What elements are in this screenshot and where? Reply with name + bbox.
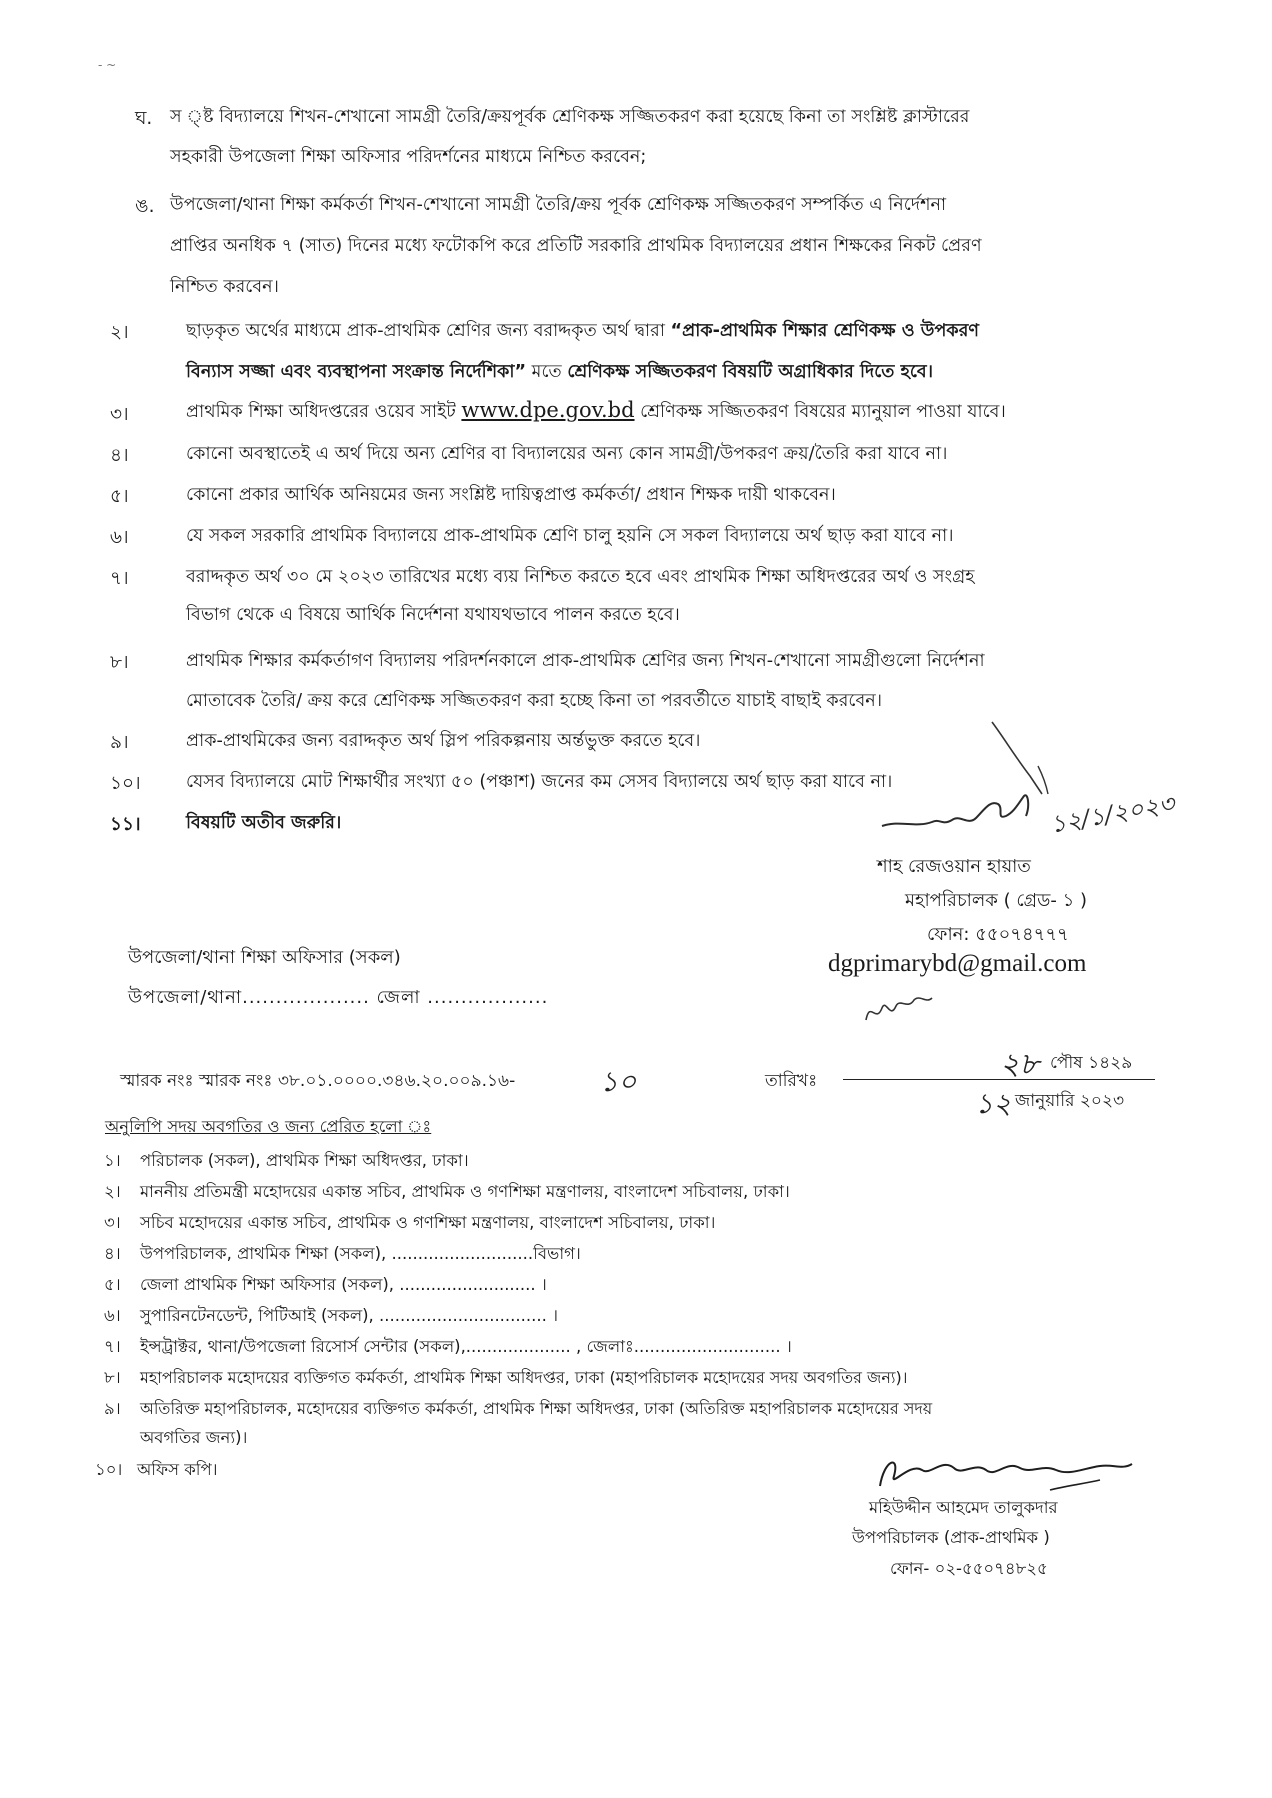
copy-item-number: ১০। <box>95 1460 123 1479</box>
copy-item-text: মাননীয় প্রতিমন্ত্রী মহোদয়ের একান্ত সচিব, প্রাথমিক ও গণশিক্ষা মন্ত্রণালয়, বাংলাদেশ সচিবালয়, ঢাকা। <box>140 1182 790 1201</box>
date-line <box>843 1079 1155 1080</box>
memo-number: স্মারক নংঃ স্মারক নংঃ ৩৮.০১.০০০০.৩৪৬.২০.০০৯.১৬- <box>120 1071 516 1091</box>
copy-item-number: ৯। <box>104 1399 121 1418</box>
item-number: ১১। <box>110 814 141 835</box>
item-line: বরাদ্দকৃত অর্থ ৩০ মে ২০২৩ তারিখের মধ্যে ব্যয় নিশ্চিত করতে হবে এবং প্রাথমিক শিক্ষা অধিদপ্তরের অর্থ ও সংগ্রহ <box>186 567 975 587</box>
pen-tick-mark <box>990 718 1060 798</box>
item-text-bold: বিন্যাস সজ্জা এবং ব্যবস্থাপনা সংক্রান্ত নির্দেশিকা” <box>186 362 527 382</box>
item-number: ২। <box>110 322 129 343</box>
copy-item-number: ৩। <box>104 1213 121 1232</box>
copy-item-text: পরিচালক (সকল), প্রাথমিক শিক্ষা অধিদপ্তর, ঢাকা। <box>140 1151 469 1170</box>
copy-item-number: ৪। <box>104 1244 121 1263</box>
signatory2-phone: ফোন- ০২-৫৫০৭৪৮২৫ <box>890 1559 1048 1578</box>
date-bengali-hand: ২৮ <box>1000 1047 1039 1082</box>
signature-date: ১২/১/২০২৩ <box>1048 789 1177 839</box>
subitem-line: নিশ্চিত করবেন। <box>170 277 279 297</box>
copy-item-text: ইন্সট্রাক্টর, থানা/উপজেলা রিসোর্স সেন্টার (সকল),.................... , জেলাঃ............................ । <box>140 1337 792 1356</box>
copy-item-text: সুপারিনটেনডেন্ট, পিটিআই (সকল), ................................ । <box>140 1306 559 1325</box>
copy-item-number: ২। <box>104 1182 121 1201</box>
copy-item-text: অফিস কপি। <box>137 1460 218 1479</box>
item-text: ছাড়কৃত অর্থের মাধ্যমে প্রাক-প্রাথমিক শ্রেণির জন্য বরাদ্দকৃত অর্থ দ্বারা <box>186 321 671 341</box>
item-line: প্রাক-প্রাথমিকের জন্য বরাদ্দকৃত অর্থ স্লিপ পরিকল্পনায় অর্ন্তভুক্ত করতে হবে। <box>186 731 701 751</box>
copy-item-number: ৬। <box>104 1306 121 1325</box>
item-line: কোনো প্রকার আর্থিক অনিয়মের জন্য সংশ্লিষ্ট দায়িত্বপ্রাপ্ত কর্মকর্তা/ প্রধান শিক্ষক দায়ী থাকবেন। <box>186 485 836 505</box>
copy-item-text: মহাপরিচালক মহোদয়ের ব্যক্তিগত কর্মকর্তা, প্রাথমিক শিক্ষা অধিদপ্তর, ঢাকা (মহাপরিচালক মহোদয়ের সদয় অবগতির জন্য)। <box>140 1368 908 1387</box>
item-number: ৪। <box>110 445 129 466</box>
copy-item-text: উপপরিচালক, প্রাথমিক শিক্ষা (সকল), ...........................বিভাগ। <box>140 1244 581 1263</box>
signatory2-designation: উপপরিচালক (প্রাক-প্রাথমিক ) <box>852 1528 1050 1547</box>
item-text: শ্রেণিকক্ষ সজ্জিতকরণ বিষয়ের ম্যানুয়াল পাওয়া যাবে। <box>634 402 1006 422</box>
item-number: ৫। <box>110 486 129 507</box>
date-english-hand: ১২ <box>975 1087 1012 1120</box>
scan-mark: - ~ <box>98 58 117 72</box>
subitem-marker: ঙ. <box>135 196 155 217</box>
item-line: বিভাগ থেকে এ বিষয়ে আর্থিক নির্দেশনা যথাযথভাবে পালন করতে হবে। <box>186 605 680 625</box>
memo-handwritten-number: ১০ <box>600 1065 637 1098</box>
item-number: ৯। <box>110 732 129 753</box>
item-number: ৭। <box>110 568 129 589</box>
copy-item-number: ৮। <box>104 1368 121 1387</box>
item-line: যে সকল সরকারি প্রাথমিক বিদ্যালয়ে প্রাক-প্রাথমিক শ্রেণি চালু হয়নি সে সকল বিদ্যালয়ে অর্থ ছাড় করা যাবে না। <box>186 526 954 546</box>
recipient-line: উপজেলা/থানা................... জেলা .................. <box>128 987 549 1008</box>
item-text-bold: “প্রাক-প্রাথমিক শিক্ষার শ্রেণিকক্ষ ও উপকরণ <box>670 321 980 341</box>
copy-item-number: ৭। <box>104 1337 121 1356</box>
signatory-email[interactable]: dgprimarybd@gmail.com <box>828 950 1087 977</box>
date-label: তারিখঃ <box>765 1071 818 1091</box>
subitem-line: প্রাপ্তির অনধিক ৭ (সাত) দিনের মধ্যে ফটোকপি করে প্রতিটি সরকারি প্রাথমিক বিদ্যালয়ের প্রধান শিক্ষকের নিকট প্রেরণ <box>170 236 982 256</box>
subitem-line: সহকারী উপজেলা শিক্ষা অফিসার পরিদর্শনের মাধ্যমে নিশ্চিত করবেন; <box>170 147 647 167</box>
website-link[interactable]: www.dpe.gov.bd <box>461 398 635 422</box>
item-line: বিষয়টি অতীব জরুরি। <box>186 813 342 833</box>
subitem-line: উপজেলা/থানা শিক্ষা কর্মকর্তা শিখন-শেখানো সামগ্রী তৈরি/ক্রয় পূর্বক শ্রেণিকক্ষ সজ্জিতকরণ সম্পর্কিত এ নির্দেশনা <box>170 195 947 215</box>
signatory-phone: ফোন: ৫৫০৭৪৭৭৭ <box>927 924 1069 945</box>
item-text-bold: শ্রেণিকক্ষ সজ্জিতকরণ বিষয়টি অগ্রাধিকার দিতে হবে। <box>567 362 934 382</box>
item-number: ৮। <box>110 652 129 673</box>
item-line: প্রাথমিক শিক্ষার কর্মকর্তাগণ বিদ্যালয় পরিদর্শনকালে প্রাক-প্রাথমিক শ্রেণির জন্য শিখন-শেখানো সামগ্রীগুলো নির্দেশনা <box>186 651 985 671</box>
copy-item-text: সচিব মহোদয়ের একান্ত সচিব, প্রাথমিক ও গণশিক্ষা মন্ত্রণালয়, বাংলাদেশ সচিবালয়, ঢাকা। <box>140 1213 716 1232</box>
copy-item-text: অতিরিক্ত মহাপরিচালক, মহোদয়ের ব্যক্তিগত কর্মকর্তা, প্রাথমিক শিক্ষা অধিদপ্তর, ঢাকা (অতিরিক্ত মহাপরিচালক মহোদয়ের সদয় <box>140 1399 933 1418</box>
item-line <box>186 398 1006 428</box>
date-bengali: পৌষ ১৪২৯ <box>1050 1053 1133 1073</box>
item-line <box>186 318 979 347</box>
copy-item-text: অবগতির জন্য)। <box>140 1428 248 1447</box>
date-english: জানুয়ারি ২০২৩ <box>1015 1091 1125 1111</box>
copy-item-number: ১। <box>104 1151 121 1170</box>
subitem-marker: ঘ. <box>135 108 153 129</box>
item-number: ১০। <box>110 773 141 794</box>
signature-image <box>880 790 1070 840</box>
item-text: মতে <box>526 362 568 382</box>
item-line: কোনো অবস্থাতেই এ অর্থ দিয়ে অন্য শ্রেণির বা বিদ্যালয়ের অন্য কোন সামগ্রী/উপকরণ ক্রয়/তৈরি করা যাবে না। <box>186 444 948 464</box>
item-number: ৬। <box>110 527 129 548</box>
item-line: যেসব বিদ্যালয়ে মোট শিক্ষার্থীর সংখ্যা ৫০ (পঞ্চাশ) জনের কম সেসব বিদ্যালয়ে অর্থ ছাড় করা যাবে না। <box>186 772 893 792</box>
item-text: প্রাথমিক শিক্ষা অধিদপ্তরের ওয়েব সাইট <box>186 402 462 422</box>
copy-item-text: জেলা প্রাথমিক শিক্ষা অফিসার (সকল), .......................... । <box>140 1275 547 1294</box>
copy-item-number: ৫। <box>104 1275 121 1294</box>
item-line: মোতাবেক তৈরি/ ক্রয় করে শ্রেণিকক্ষ সজ্জিতকরণ করা হচ্ছে কিনা তা পরবর্তীতে যাচাই বাছাই করবেন। <box>186 691 883 711</box>
subitem-line: স ্ষ্ট বিদ্যালয়ে শিখন-শেখানো সামগ্রী তৈরি/ক্রয়পূর্বক শ্রেণিকক্ষ সজ্জিতকরণ করা হয়েছে কিনা তা সংশ্লিষ্ট ক্লাস্টারের <box>170 107 970 127</box>
recipient-line: উপজেলা/থানা শিক্ষা অফিসার (সকল) <box>128 947 401 968</box>
signatory-designation: মহাপরিচালক ( গ্রেড- ১ ) <box>905 890 1088 911</box>
signatory-name: শাহ রেজওয়ান হায়াত <box>877 856 1031 877</box>
item-line <box>186 359 933 388</box>
signatory2-name: মহিউদ্দীন আহমেদ তালুকদার <box>869 1498 1058 1517</box>
item-number: ৩। <box>110 404 129 425</box>
copy-list-heading: অনুলিপি সদয় অবগতির ও জন্য প্রেরিত হলো ঃ <box>105 1117 432 1136</box>
initial-mark <box>860 990 940 1030</box>
signature-image <box>870 1440 1140 1500</box>
